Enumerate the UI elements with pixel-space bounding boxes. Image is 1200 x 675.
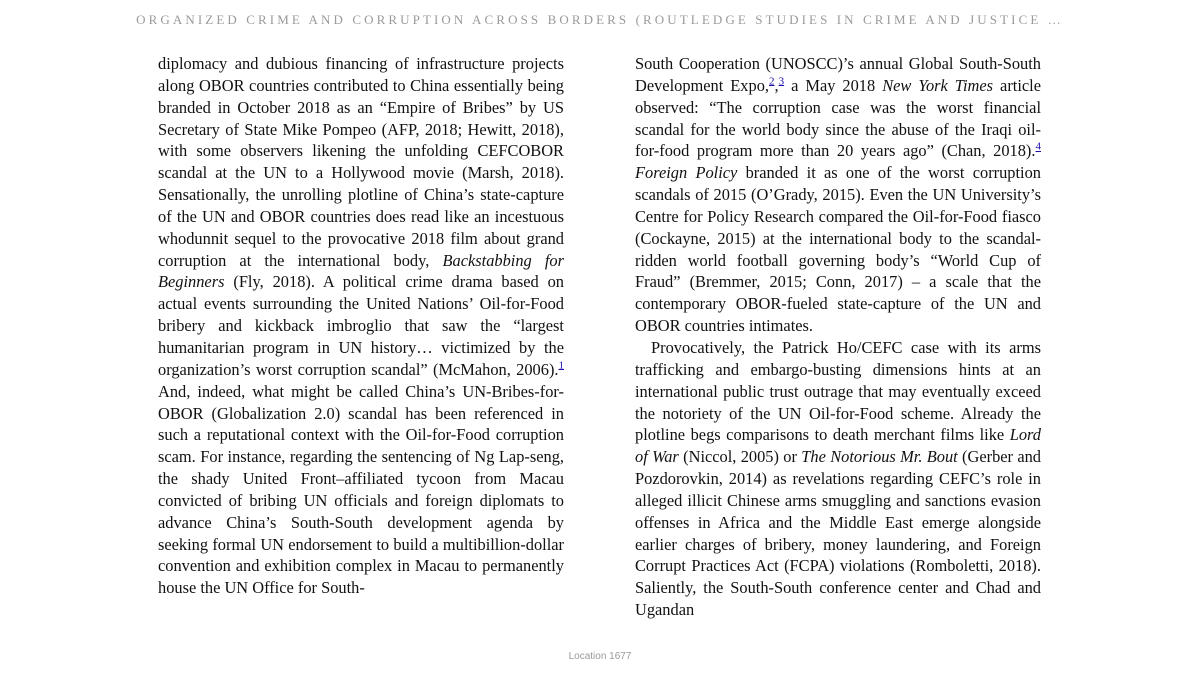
publication-title: Foreign Policy	[635, 163, 738, 183]
footnote-link-3[interactable]: 3	[778, 75, 785, 88]
paragraph	[158, 53, 564, 599]
film-title: Backstabbing for Beginners	[158, 250, 564, 292]
body-text: branded it as one of the worst corruption scandals of 2015 (O’Grady, 2015). Even the UN University’s Centre for Policy Research compared the Oil-for-Food fiasco (Cockayne, 2015) at the international body to the scandal-ridden world football governing body’s “World Cup of Fraud” (Bremmer, 2015; Conn, 2017) – a scale that the contemporary OBOR-fueled state-capture of the UN and OBOR countries intimates.	[635, 163, 1041, 336]
body-text: diplomacy and dubious financing of infrastructure projects along OBOR countries contributed to China essentially being branded in October 2018 as an “Empire of Bribes” by US Secretary of State Mike Pompeo (AFP, 2018; Hewitt, 2018), with some observers likening the unfolding CEFCOBOR scandal at the UN to a Hollywood movie (Marsh, 2018). Sensationally, the unrolling plotline of China’s state-capture of the UN and OBOR countries does read like an incestuous whodunnit sequel to the provocative 2018 film about grand corruption at the international body,	[158, 54, 564, 270]
left-page-column	[158, 53, 564, 599]
footnote-link-2[interactable]: 2	[769, 75, 775, 88]
body-text: a May 2018	[784, 75, 883, 95]
film-title: Lord of War	[635, 425, 1041, 467]
right-page-column	[635, 53, 1041, 621]
book-title-header: ORGANIZED CRIME AND CORRUPTION ACROSS BORDERS (ROUTLEDGE STUDIES IN CRIME AND JUSTICE …	[136, 12, 1064, 27]
body-text: Provocatively, the Patrick Ho/CEFC case with its arms trafficking and embargo-busting dimensions hints at an international public trust outrage that may eventually exceed the notoriety of the UN Oil-for-Food scheme. Already the plotline begs comparisons to death merchant films like	[635, 337, 1041, 445]
body-text: (Gerber and Pozdorovkin, 2014) as revelations regarding CEFC’s role in alleged illicit Chinese arms smuggling and sanctions evasion offenses in Africa and the Middle East emerge alongside earlier charges of bribery, money laundering, and Foreign Corrupt Practices Act (FCPA) violations (Romboletti, 2018). Saliently, the South-South conference center and Chad and Ugandan	[635, 447, 1042, 620]
footnote-link-1[interactable]: 1	[558, 359, 564, 372]
location-indicator: Location 1677	[568, 651, 632, 662]
paragraph	[635, 53, 1041, 337]
body-text: And, indeed, what might be called China’s UN-Bribes-for-OBOR (Globalization 2.0) scandal has been referenced in such a reputational context with the Oil-for-Food corruption scam. For instance, regarding the sentencing of Ng Lap-seng, the shady United Front–affiliated tycoon from Macau convicted of bribing UN officials and foreign diplomats to advance China’s South-South development agenda by seeking formal UN endorsement to build a multibillion-dollar convention and exhibition complex in Macau to permanently house the UN Office for South-	[158, 381, 564, 598]
publication-title: New York Times	[882, 75, 994, 95]
film-title: The Notorious Mr. Bout	[801, 447, 958, 467]
body-text: South Cooperation (UNOSCC)’s annual Global South-South Development Expo,	[635, 54, 1041, 95]
body-text: (Fly, 2018). A political crime drama based on actual events surrounding the United Nations’ Oil-for-Food bribery and kickback imbroglio that saw the “largest humanitarian program in UN history… victimized by the organization’s worst corruption scandal” (McMahon, 2006).	[158, 272, 564, 379]
footnote-link-4[interactable]: 4	[1035, 140, 1041, 153]
paragraph	[635, 337, 1041, 621]
body-text: (Niccol, 2005) or	[678, 447, 802, 467]
body-text: article observed: “The corruption case was the worst financial scandal for the world body since the abuse of the Iraqi oil-for-food program more than 20 years ago” (Chan, 2018).	[635, 75, 1042, 161]
footnote-separator: ,	[774, 75, 779, 95]
